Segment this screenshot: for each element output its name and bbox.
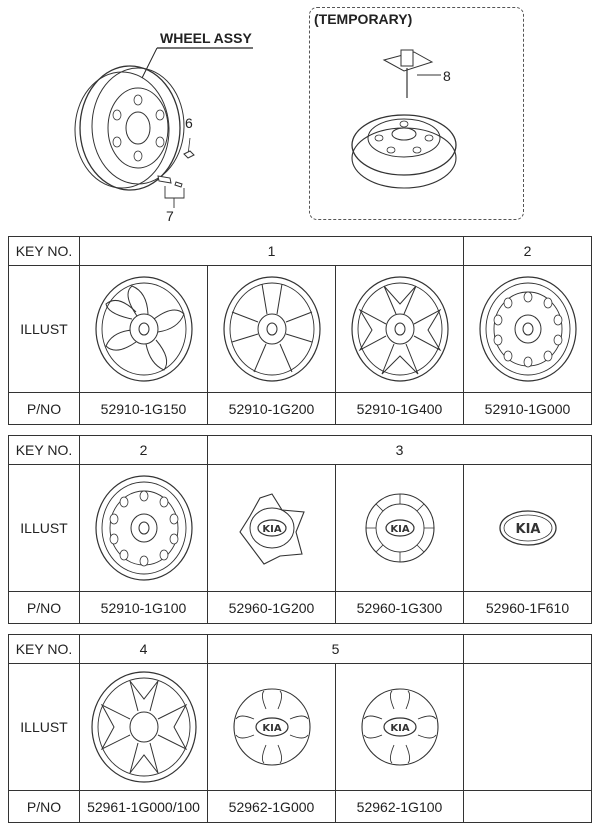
callout-7: 7 [166, 208, 174, 224]
part-number: 52910-1G000 [464, 393, 592, 425]
svg-text:KIA: KIA [515, 522, 540, 537]
callout-8: 8 [443, 68, 451, 84]
callout-6: 6 [185, 115, 193, 131]
svg-text:KIA: KIA [261, 723, 282, 734]
key-no-4: 4 [80, 635, 208, 664]
temporary-spare-drawing [309, 20, 529, 220]
wheel-cover-icon [88, 669, 200, 785]
ten-spoke-alloy-wheel-icon [348, 274, 452, 384]
part-number: 52962-1G000 [208, 791, 336, 823]
illust-cell [336, 664, 464, 791]
wheel-assembly-drawing [0, 0, 300, 235]
wheel-cap-spoke-icon [358, 685, 442, 769]
wheel-cap-spoke-icon [230, 685, 314, 769]
illust-header: ILLUST [9, 664, 80, 791]
part-number: 52910-1G400 [336, 393, 464, 425]
spiral-alloy-wheel-icon [92, 274, 196, 384]
kia-emblem-icon [488, 498, 568, 558]
illust-cell [208, 664, 336, 791]
svg-text:KIA: KIA [261, 524, 282, 535]
pno-header: P/NO [9, 791, 80, 823]
part-number: 52910-1G100 [80, 592, 208, 624]
key-no-header: KEY NO. [9, 436, 80, 465]
illust-cell-empty [464, 664, 592, 791]
key-no-header: KEY NO. [9, 635, 80, 664]
svg-text:KIA: KIA [389, 524, 410, 535]
part-number: 52910-1G200 [208, 393, 336, 425]
part-number: 52961-1G000/100 [80, 791, 208, 823]
illust-cell [336, 266, 464, 393]
pno-header: P/NO [9, 592, 80, 624]
key-table-3 [8, 634, 592, 823]
illust-header: ILLUST [9, 266, 80, 393]
part-number: 52910-1G150 [80, 393, 208, 425]
key-table-1 [8, 236, 592, 425]
illust-cell [80, 664, 208, 791]
key-no-header: KEY NO. [9, 237, 80, 266]
part-number [464, 791, 592, 823]
illust-cell [80, 465, 208, 592]
illust-cell [80, 266, 208, 393]
illust-cell [208, 266, 336, 393]
key-table-2 [8, 435, 592, 624]
illust-header: ILLUST [9, 465, 80, 592]
steel-wheel-icon [476, 274, 580, 384]
key-no-5: 5 [208, 635, 464, 664]
steel-wheel-icon [92, 473, 196, 583]
five-spoke-alloy-wheel-icon [220, 274, 324, 384]
key-no-2: 2 [464, 237, 592, 266]
temporary-label: (TEMPORARY) [314, 11, 413, 27]
illust-cell [208, 465, 336, 592]
key-no-3: 3 [208, 436, 592, 465]
key-no-1: 1 [80, 237, 464, 266]
hub-cap-round-icon [360, 488, 440, 568]
wheel-assy-label: WHEEL ASSY [160, 30, 252, 46]
pno-header: P/NO [9, 393, 80, 425]
illust-cell [464, 266, 592, 393]
key-no-2: 2 [80, 436, 208, 465]
part-number: 52960-1G200 [208, 592, 336, 624]
part-number: 52962-1G100 [336, 791, 464, 823]
illust-cell [464, 465, 592, 592]
illust-cell [336, 465, 464, 592]
part-number: 52960-1G300 [336, 592, 464, 624]
key-no-empty [464, 635, 592, 664]
hub-cap-star-icon [232, 488, 312, 568]
svg-text:KIA: KIA [389, 723, 410, 734]
part-number: 52960-1F610 [464, 592, 592, 624]
